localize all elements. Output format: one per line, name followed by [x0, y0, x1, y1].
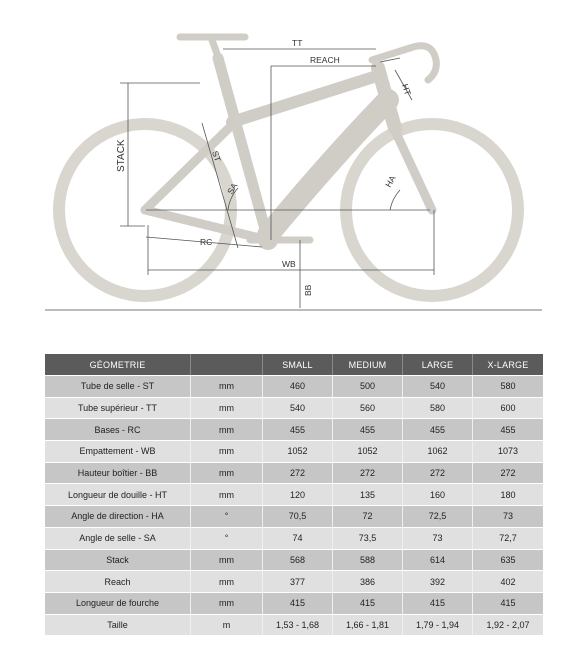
- value-medium-cell: 73,5: [333, 528, 403, 549]
- table-row: [45, 398, 543, 419]
- value-small-cell: 415: [263, 593, 333, 614]
- value-medium-cell: 560: [333, 398, 403, 419]
- value-small-cell: 120: [263, 484, 333, 505]
- row-name-cell: Empattement - WB: [45, 441, 191, 462]
- label-reach: REACH: [310, 55, 340, 65]
- label-bb: BB: [303, 284, 313, 296]
- table-row: [45, 463, 543, 484]
- table-row: [45, 419, 543, 440]
- value-large-cell: 540: [403, 376, 473, 397]
- value-xlarge-cell: 180: [473, 484, 543, 505]
- row-name-cell: Reach: [45, 571, 191, 592]
- table-row: [45, 550, 543, 571]
- value-large-cell: 73: [403, 528, 473, 549]
- value-medium-cell: 588: [333, 550, 403, 571]
- value-large-cell: 614: [403, 550, 473, 571]
- row-unit-cell: mm: [191, 463, 263, 484]
- label-rc: RC: [200, 237, 213, 247]
- value-xlarge-cell: 635: [473, 550, 543, 571]
- bike-frame: [145, 37, 436, 250]
- row-unit-cell: m: [191, 615, 263, 636]
- value-medium-cell: 1052: [333, 441, 403, 462]
- row-name-cell: Longueur de douille - HT: [45, 484, 191, 505]
- value-xlarge-cell: 1073: [473, 441, 543, 462]
- value-small-cell: 70,5: [263, 506, 333, 527]
- value-xlarge-cell: 580: [473, 376, 543, 397]
- table-body: [45, 376, 543, 635]
- header-geometrie: GÉOMETRIE: [45, 354, 191, 375]
- value-small-cell: 460: [263, 376, 333, 397]
- value-large-cell: 415: [403, 593, 473, 614]
- label-sa: SA: [225, 181, 240, 196]
- value-small-cell: 1,53 - 1,68: [263, 615, 333, 636]
- row-unit-cell: °: [191, 528, 263, 549]
- header-xlarge: X-LARGE: [473, 354, 543, 375]
- value-large-cell: 72,5: [403, 506, 473, 527]
- row-unit-cell: mm: [191, 419, 263, 440]
- row-unit-cell: mm: [191, 484, 263, 505]
- row-unit-cell: mm: [191, 550, 263, 571]
- value-medium-cell: 386: [333, 571, 403, 592]
- value-large-cell: 1062: [403, 441, 473, 462]
- table-header-row: [45, 354, 543, 375]
- value-large-cell: 1,79 - 1,94: [403, 615, 473, 636]
- value-medium-cell: 272: [333, 463, 403, 484]
- table-row: [45, 484, 543, 505]
- value-xlarge-cell: 600: [473, 398, 543, 419]
- table-row: [45, 593, 543, 614]
- value-small-cell: 568: [263, 550, 333, 571]
- row-name-cell: Tube supérieur - TT: [45, 398, 191, 419]
- value-xlarge-cell: 455: [473, 419, 543, 440]
- value-medium-cell: 72: [333, 506, 403, 527]
- value-small-cell: 455: [263, 419, 333, 440]
- table-row: [45, 528, 543, 549]
- row-unit-cell: mm: [191, 376, 263, 397]
- label-ht: HT: [400, 82, 414, 97]
- header-large: LARGE: [403, 354, 473, 375]
- label-ha: HA: [383, 173, 398, 189]
- value-xlarge-cell: 1,92 - 2,07: [473, 615, 543, 636]
- row-name-cell: Tube de selle - ST: [45, 376, 191, 397]
- value-medium-cell: 415: [333, 593, 403, 614]
- table-row: [45, 441, 543, 462]
- label-st: ST: [210, 149, 223, 163]
- value-medium-cell: 455: [333, 419, 403, 440]
- value-small-cell: 1052: [263, 441, 333, 462]
- value-large-cell: 455: [403, 419, 473, 440]
- row-unit-cell: mm: [191, 441, 263, 462]
- label-wb: WB: [282, 259, 296, 269]
- value-large-cell: 272: [403, 463, 473, 484]
- table-row: [45, 506, 543, 527]
- row-name-cell: Bases - RC: [45, 419, 191, 440]
- label-tt: TT: [292, 38, 303, 48]
- value-large-cell: 580: [403, 398, 473, 419]
- value-small-cell: 272: [263, 463, 333, 484]
- header-small: SMALL: [263, 354, 333, 375]
- value-small-cell: 74: [263, 528, 333, 549]
- value-large-cell: 160: [403, 484, 473, 505]
- table-row: [45, 615, 543, 636]
- header-unit: [191, 354, 263, 375]
- row-unit-cell: mm: [191, 571, 263, 592]
- row-name-cell: Hauteur boîtier - BB: [45, 463, 191, 484]
- row-name-cell: Stack: [45, 550, 191, 571]
- value-xlarge-cell: 272: [473, 463, 543, 484]
- row-name-cell: Taille: [45, 615, 191, 636]
- row-unit-cell: °: [191, 506, 263, 527]
- value-small-cell: 377: [263, 571, 333, 592]
- label-stack: STACK: [116, 139, 127, 172]
- table-row: [45, 376, 543, 397]
- value-xlarge-cell: 73: [473, 506, 543, 527]
- row-name-cell: Angle de selle - SA: [45, 528, 191, 549]
- value-medium-cell: 135: [333, 484, 403, 505]
- row-name-cell: Angle de direction - HA: [45, 506, 191, 527]
- value-xlarge-cell: 72,7: [473, 528, 543, 549]
- value-large-cell: 392: [403, 571, 473, 592]
- value-xlarge-cell: 415: [473, 593, 543, 614]
- value-medium-cell: 500: [333, 376, 403, 397]
- value-medium-cell: 1,66 - 1,81: [333, 615, 403, 636]
- geometry-table: [45, 353, 543, 636]
- value-xlarge-cell: 402: [473, 571, 543, 592]
- row-unit-cell: mm: [191, 593, 263, 614]
- row-name-cell: Longueur de fourche: [45, 593, 191, 614]
- table-row: [45, 571, 543, 592]
- value-small-cell: 540: [263, 398, 333, 419]
- row-unit-cell: mm: [191, 398, 263, 419]
- header-medium: MEDIUM: [333, 354, 403, 375]
